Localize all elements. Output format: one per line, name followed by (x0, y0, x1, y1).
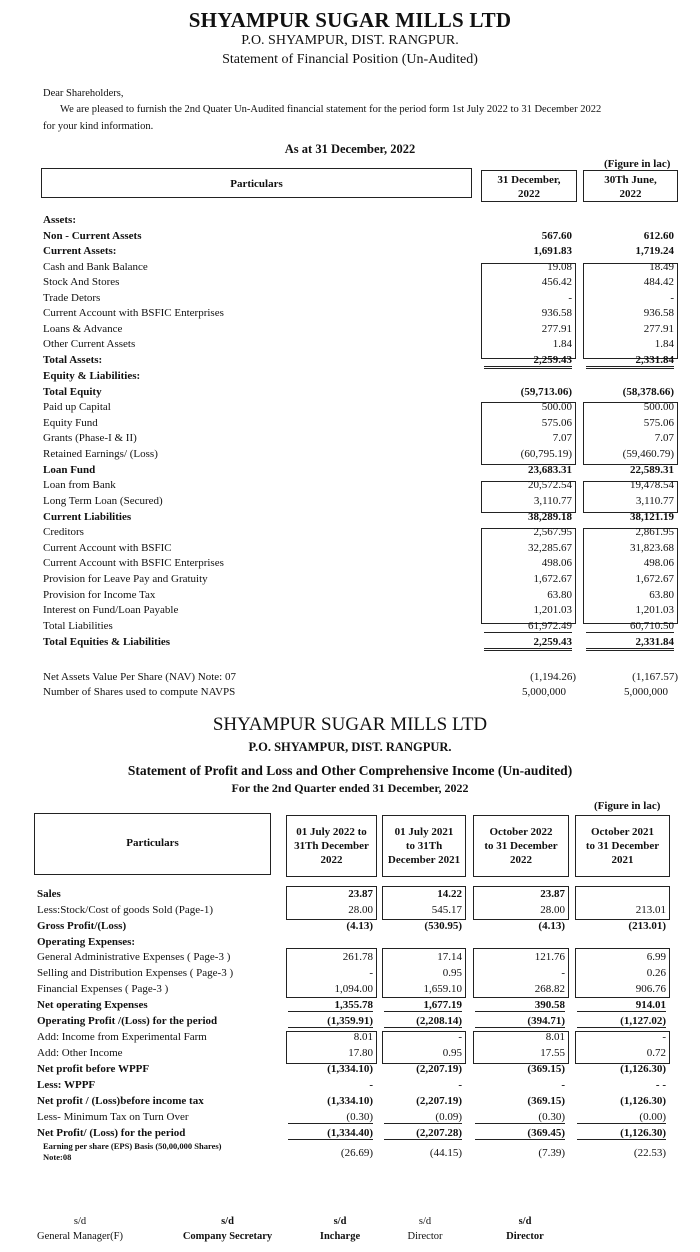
pl-value-col-2: 17.14 (437, 951, 462, 963)
value-dec-2022: 19.08 (547, 261, 572, 273)
pl-header-line: 2021 (611, 854, 634, 866)
signature-mark: s/d (518, 1216, 532, 1227)
table-row (0, 354, 700, 370)
pl-value-col-2: 0.95 (442, 967, 462, 979)
value-dec-2022: 20,572.54 (528, 479, 572, 491)
value-jun-2022: - (670, 292, 674, 304)
signature-mark: s/d (73, 1216, 87, 1227)
pl-header-col-1 (286, 815, 377, 877)
pl-value-col-3: 8.01 (545, 1031, 565, 1043)
pl-header-line: to 31Th (405, 840, 443, 852)
value-jun-2022: 612.60 (643, 230, 674, 242)
table-row (0, 951, 700, 967)
pl-header-col-3 (473, 815, 569, 877)
pl-value-col-4: 0.72 (646, 1047, 666, 1059)
pl-value-col-4: (213.01) (628, 920, 666, 932)
row-label: Add: Income from Experimental Farm (37, 1031, 207, 1043)
pl-value-col-3: (394.71) (475, 1015, 565, 1028)
header-col-dec-2022 (481, 170, 577, 202)
pl-value-col-4: (0.00) (577, 1111, 666, 1124)
table-row (0, 557, 700, 573)
pl-particulars-label: Particulars (126, 837, 179, 849)
pl-value-col-2: (2,207.19) (416, 1063, 462, 1075)
pl-value-col-3: 28.00 (540, 904, 565, 916)
eps-value-col-1: (26.69) (340, 1147, 373, 1159)
pl-value-col-2: - (458, 1079, 462, 1091)
value-dec-2022: 61,972.49 (484, 620, 572, 633)
pl-value-col-4: (1,126.30) (620, 1095, 666, 1107)
row-label: Total Liabilities (43, 620, 113, 632)
eps-value-col-2: (44.15) (429, 1147, 462, 1159)
table-row (0, 338, 700, 354)
table-row (0, 245, 700, 261)
value-dec-2022: 32,285.67 (528, 542, 572, 554)
pl-value-col-2: (2,207.28) (384, 1127, 462, 1140)
letter-line-1: We are pleased to furnish the 2nd Quater Un-Audited financial statement for the period form 1st July 2022 to 31 December 2022 (60, 104, 602, 115)
col1-line2: 2022 (518, 188, 540, 200)
header-particulars (41, 168, 472, 198)
pl-value-col-1: 28.00 (348, 904, 373, 916)
pl-company-title: SHYAMPUR SUGAR MILLS LTD (212, 714, 488, 735)
row-label: Trade Detors (43, 292, 101, 304)
row-label: Add: Other Income (37, 1047, 123, 1059)
pl-value-col-1: 23.87 (348, 888, 373, 900)
value-jun-2022: 500.00 (643, 401, 674, 413)
row-label: Equity & Liabilities: (43, 370, 141, 382)
row-label: Retained Earnings/ (Loss) (43, 448, 158, 460)
shares-value-dec-2022: 5,000,000 (522, 686, 566, 698)
row-label: Interest on Fund/Loan Payable (43, 604, 179, 616)
pl-value-col-2: 14.22 (437, 888, 462, 900)
eps-label-1: Earning per share (EPS) Basis (50,00,000 Shares) (43, 1141, 222, 1151)
pl-header-line: 01 July 2022 to (296, 826, 367, 838)
row-label: Provision for Leave Pay and Gratuity (43, 573, 208, 585)
pl-value-col-1: (1,334.10) (327, 1063, 373, 1075)
pl-header-line: to 31 December (484, 840, 558, 852)
signature-mark: s/d (418, 1216, 432, 1227)
pl-value-col-1: (1,359.91) (288, 1015, 373, 1028)
value-dec-2022: 38,289.18 (528, 511, 572, 523)
table-row (0, 432, 700, 448)
pl-value-col-3: (4.13) (538, 920, 565, 932)
value-dec-2022: 2,259.43 (484, 354, 572, 369)
value-jun-2022: 575.06 (643, 417, 674, 429)
pl-value-col-3: - (561, 1079, 565, 1091)
pl-value-col-1: - (369, 1079, 373, 1091)
nav-value-dec-2022: (1,194.26) (530, 671, 576, 683)
row-label: Assets: (43, 214, 76, 226)
value-jun-2022: 1,719.24 (635, 245, 674, 257)
table-row (0, 604, 700, 620)
signatory-title: Company Secretary (182, 1231, 273, 1242)
table-row (0, 448, 700, 464)
pl-value-col-2: 545.17 (431, 904, 462, 916)
row-label: Less:Stock/Cost of goods Sold (Page-1) (37, 904, 213, 916)
value-dec-2022: 1,201.03 (533, 604, 572, 616)
pl-value-col-1: 8.01 (353, 1031, 373, 1043)
value-jun-2022: 2,861.95 (635, 526, 674, 538)
salutation: Dear Shareholders, (43, 88, 124, 99)
value-dec-2022: - (568, 292, 572, 304)
pl-value-col-1: 1,355.78 (288, 999, 373, 1012)
pl-value-col-4: 914.01 (577, 999, 666, 1012)
table-row (0, 1095, 700, 1111)
value-dec-2022: 500.00 (541, 401, 572, 413)
row-label: Gross Profit/(Loss) (37, 920, 127, 932)
table-row (0, 920, 700, 936)
pl-value-col-4: (1,126.30) (620, 1063, 666, 1075)
row-label: Current Assets: (43, 245, 117, 257)
pl-value-col-4: - (662, 1031, 666, 1043)
row-label: Less: WPPF (37, 1079, 96, 1091)
pl-value-col-1: (1,334.40) (288, 1127, 373, 1140)
pl-value-col-3: 268.82 (534, 983, 565, 995)
pl-value-col-1: 261.78 (342, 951, 373, 963)
row-label: Stock And Stores (43, 276, 120, 288)
pl-value-col-4: 213.01 (635, 904, 666, 916)
pl-value-col-2: 0.95 (442, 1047, 462, 1059)
eps-value-col-3: (7.39) (538, 1147, 565, 1159)
eps-label-2: Note:08 (43, 1152, 72, 1162)
row-label: Loan Fund (43, 464, 96, 476)
particulars-label: Particulars (230, 178, 283, 190)
pl-header-particulars (34, 813, 271, 875)
pl-value-col-1: (1,334.10) (327, 1095, 373, 1107)
value-dec-2022: 456.42 (541, 276, 572, 288)
value-jun-2022: 60,710.50 (586, 620, 674, 633)
table-row (0, 292, 700, 308)
row-label: Loans & Advance (43, 323, 123, 335)
row-label: Net Profit/ (Loss) for the period (37, 1127, 186, 1139)
value-jun-2022: 1,672.67 (635, 573, 674, 585)
pl-company-address: P.O. SHYAMPUR, DIST. RANGPUR. (248, 740, 452, 754)
header-col-jun-2022 (583, 170, 678, 202)
row-label: Net operating Expenses (37, 999, 148, 1011)
signature-block (495, 1214, 555, 1244)
table-row (0, 620, 700, 636)
pl-value-col-2: (2,208.14) (384, 1015, 462, 1028)
shares-label: Number of Shares used to compute NAVPS (43, 686, 236, 698)
row-label: Total Assets: (43, 354, 103, 366)
value-jun-2022: (59,460.79) (622, 448, 674, 460)
table-row (0, 1063, 700, 1079)
company-title: SHYAMPUR SUGAR MILLS LTD (188, 8, 512, 32)
value-dec-2022: 1,691.83 (533, 245, 572, 257)
signatory-title: Director (506, 1231, 544, 1242)
nav-label: Net Assets Value Per Share (NAV) Note: 07 (43, 671, 236, 683)
pl-header-line: 2022 (510, 854, 532, 866)
row-label: Grants (Phase-I & II) (43, 432, 137, 444)
pl-value-col-3: (369.15) (527, 1095, 565, 1107)
statement-title: Statement of Financial Position (Un-Audited) (222, 52, 478, 67)
row-label: Equity Fund (43, 417, 98, 429)
pl-value-col-3: 390.58 (475, 999, 565, 1012)
table-row (0, 999, 700, 1015)
pl-value-col-1: 17.80 (348, 1047, 373, 1059)
signature-mark: s/d (333, 1216, 347, 1227)
table-row (0, 261, 700, 277)
table-row (0, 386, 700, 402)
table-row (0, 323, 700, 339)
table-row (0, 589, 700, 605)
table-row (0, 307, 700, 323)
pl-value-col-3: 17.55 (540, 1047, 565, 1059)
row-label: Long Term Loan (Secured) (43, 495, 163, 507)
value-jun-2022: 1.84 (654, 338, 674, 350)
row-label: Sales (37, 888, 61, 900)
value-jun-2022: 38,121.19 (630, 511, 674, 523)
row-label: Total Equity (43, 386, 102, 398)
row-label: Paid up Capital (43, 401, 111, 413)
table-row (0, 888, 700, 904)
signature-mark: s/d (221, 1216, 234, 1227)
table-row (0, 214, 700, 230)
value-jun-2022: 498.06 (643, 557, 674, 569)
value-jun-2022: 1,201.03 (635, 604, 674, 616)
pl-value-col-2: (2,207.19) (416, 1095, 462, 1107)
shares-value-jun-2022: 5,000,000 (624, 686, 668, 698)
figure-note: (Figure in lac) (604, 158, 671, 170)
value-dec-2022: 575.06 (541, 417, 572, 429)
table-row (0, 417, 700, 433)
eps-value-col-4: (22.53) (633, 1147, 666, 1159)
pl-value-col-1: 1,094.00 (334, 983, 373, 995)
value-dec-2022: 567.60 (541, 230, 572, 242)
table-row (0, 230, 700, 246)
pl-value-col-2: (530.95) (424, 920, 462, 932)
value-dec-2022: (60,795.19) (520, 448, 572, 460)
pl-value-col-4: 0.26 (646, 967, 666, 979)
row-label: Less- Minimum Tax on Turn Over (37, 1111, 189, 1123)
value-dec-2022: 3,110.77 (533, 495, 572, 507)
row-label: General Administrative Expenses ( Page-3 ) (37, 951, 231, 963)
pl-value-col-1: (4.13) (346, 920, 373, 932)
company-address: P.O. SHYAMPUR, DIST. RANGPUR. (241, 33, 459, 48)
pl-header-line: October 2021 (590, 826, 655, 838)
pl-value-col-3: (0.30) (475, 1111, 565, 1124)
pl-value-col-2: - (458, 1031, 462, 1043)
pl-value-col-2: 1,677.19 (384, 999, 462, 1012)
pl-value-col-1: (0.30) (288, 1111, 373, 1124)
table-row (0, 526, 700, 542)
row-label: Net profit before WPPF (37, 1063, 150, 1075)
row-label: Operating Expenses: (37, 936, 136, 948)
pl-header-line: December 2021 (387, 854, 461, 866)
pl-value-col-4: (1,127.02) (577, 1015, 666, 1028)
value-dec-2022: 7.07 (552, 432, 572, 444)
table-row (0, 276, 700, 292)
table-row (0, 983, 700, 999)
value-jun-2022: 31,823.68 (630, 542, 674, 554)
pl-value-col-2: (0.09) (384, 1111, 462, 1124)
row-label: Operating Profit /(Loss) for the period (37, 1015, 218, 1027)
value-jun-2022: 63.80 (649, 589, 674, 601)
value-dec-2022: 2,259.43 (484, 636, 572, 651)
row-label: Current Account with BSFIC Enterprises (43, 307, 224, 319)
value-jun-2022: (58,378.66) (622, 386, 674, 398)
pl-value-col-4: 906.76 (635, 983, 666, 995)
value-dec-2022: 2,567.95 (533, 526, 572, 538)
table-row (0, 1111, 700, 1127)
signature-block (37, 1214, 123, 1244)
table-row (0, 479, 700, 495)
pl-value-col-4: - - (655, 1079, 666, 1091)
row-label: Loan from Bank (43, 479, 116, 491)
row-label: Current Account with BSFIC Enterprises (43, 557, 224, 569)
signatory-title: Director (407, 1231, 443, 1242)
pl-header-col-2 (382, 815, 466, 877)
table-row (0, 936, 700, 952)
table-row (0, 370, 700, 386)
row-label: Total Equities & Liabilities (43, 636, 171, 648)
pl-value-col-3: (369.45) (475, 1127, 565, 1140)
table-row (0, 1031, 700, 1047)
col2-line1: 30Th June, (604, 174, 657, 186)
table-row (0, 1015, 700, 1031)
value-jun-2022: 18.49 (649, 261, 674, 273)
nav-value-jun-2022: (1,167.57) (632, 671, 678, 683)
value-jun-2022: 936.58 (643, 307, 674, 319)
table-row (0, 542, 700, 558)
pl-value-col-1: - (369, 967, 373, 979)
pl-statement-title: Statement of Profit and Loss and Other Comprehensive Income (Un-audited) (127, 763, 573, 778)
value-dec-2022: 277.91 (541, 323, 572, 335)
pl-value-col-3: 121.76 (534, 951, 565, 963)
signature-block (180, 1214, 275, 1244)
pl-value-col-3: (369.15) (527, 1063, 565, 1075)
row-label: Non - Current Assets (43, 230, 142, 242)
row-label: Current Liabilities (43, 511, 132, 523)
table-row (0, 464, 700, 480)
pl-value-col-3: - (561, 967, 565, 979)
value-jun-2022: 22,589.31 (630, 464, 674, 476)
value-jun-2022: 3,110.77 (635, 495, 674, 507)
value-jun-2022: 2,331.84 (586, 636, 674, 651)
table-row (0, 401, 700, 417)
pl-header-col-4 (575, 815, 670, 877)
signatory-title: General Manager(F) (37, 1231, 123, 1242)
value-dec-2022: 63.80 (547, 589, 572, 601)
pl-period: For the 2nd Quarter ended 31 December, 2022 (231, 781, 469, 795)
row-label: Provision for Income Tax (43, 589, 156, 601)
row-label: Cash and Bank Balance (43, 261, 148, 273)
pl-header-line: October 2022 (489, 826, 553, 838)
pl-value-col-4: (1,126.30) (577, 1127, 666, 1140)
value-jun-2022: 2,331.84 (586, 354, 674, 369)
pl-header-line: to 31 December (585, 840, 660, 852)
pl-value-col-4: 6.99 (646, 951, 666, 963)
row-label: Selling and Distribution Expenses ( Page-3 ) (37, 967, 234, 979)
table-row (0, 1047, 700, 1063)
value-dec-2022: 23,683.31 (528, 464, 572, 476)
table-row (0, 511, 700, 527)
pl-figure-note: (Figure in lac) (594, 800, 661, 812)
value-jun-2022: 277.91 (643, 323, 674, 335)
value-dec-2022: 1.84 (552, 338, 572, 350)
table-row (0, 573, 700, 589)
signatory-title: Incharge (319, 1231, 361, 1242)
signature-block (310, 1214, 370, 1244)
col2-line2: 2022 (619, 188, 642, 200)
row-label: Other Current Assets (43, 338, 136, 350)
pl-header-line: 31Th December (294, 840, 369, 852)
value-jun-2022: 19,478.54 (630, 479, 674, 491)
table-row (0, 495, 700, 511)
as-at-date: As at 31 December, 2022 (284, 142, 416, 156)
pl-value-col-2: 1,659.10 (423, 983, 462, 995)
table-row (0, 967, 700, 983)
value-dec-2022: 498.06 (541, 557, 572, 569)
row-label: Current Account with BSFIC (43, 542, 172, 554)
value-jun-2022: 7.07 (654, 432, 674, 444)
value-dec-2022: 1,672.67 (533, 573, 572, 585)
row-label: Creditors (43, 526, 84, 538)
row-label: Financial Expenses ( Page-3 ) (37, 983, 169, 995)
value-jun-2022: 484.42 (643, 276, 674, 288)
table-row (0, 636, 700, 652)
col1-line1: 31 December, (497, 174, 561, 186)
value-dec-2022: (59,713.06) (520, 386, 572, 398)
value-dec-2022: 936.58 (541, 307, 572, 319)
pl-header-line: 01 July 2021 (394, 826, 454, 838)
row-label: Net profit / (Loss)before income tax (37, 1095, 204, 1107)
pl-value-col-3: 23.87 (540, 888, 565, 900)
signature-block (395, 1214, 455, 1244)
pl-header-line: 2022 (320, 854, 343, 866)
table-row (0, 1079, 700, 1095)
table-row (0, 904, 700, 920)
letter-line-2: for your kind information. (43, 121, 154, 132)
